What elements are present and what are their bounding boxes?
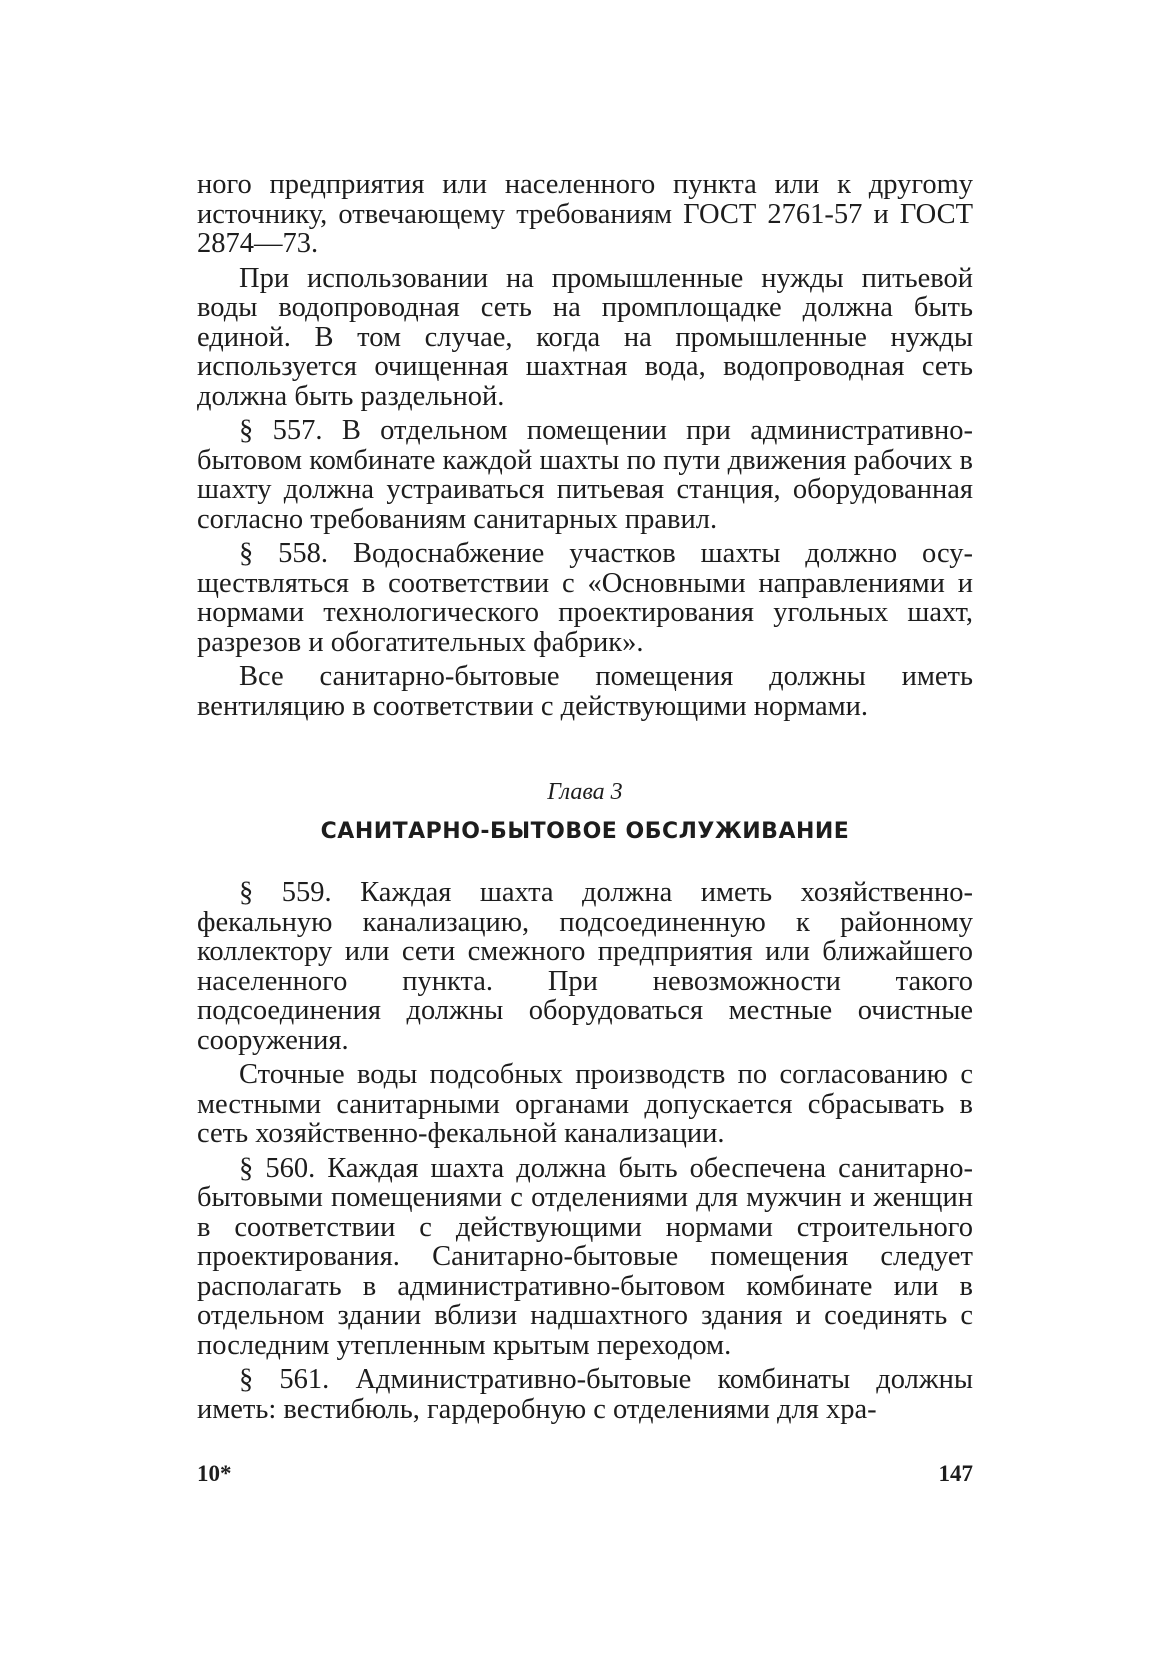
paragraph-continuation: ного предприятия или населенного пункта или к другоmу источнику, отвечающему требованиям ГОСТ 2761-57 и ГОСТ 2874—73. bbox=[197, 169, 973, 259]
chapter-title: САНИТАРНО-БЫТОВОЕ ОБСЛУЖИВАНИЕ bbox=[320, 819, 850, 844]
paragraph-557: § 557. В отдельном помещении при административно-бытовом комбинате каждой шахты по пути движения рабочих в шахту должна устраиваться питьевая станция, оборудованная согласно требованиям санитарных правил. bbox=[197, 415, 973, 535]
paragraph-wastewater: Сточные воды подсобных производств по согласованию с местными санитарными органами допускается сбрасывать в сеть хозяйственно-фекальной канализации. bbox=[197, 1059, 973, 1149]
page-number: 147 bbox=[938, 1461, 973, 1486]
paragraph-561: § 561. Административно-бытовые комбинаты должны иметь: вестибюль, гардеробную с отделениями для хра- bbox=[197, 1364, 973, 1425]
page-footer bbox=[197, 1461, 973, 1491]
paragraph-558: § 558. Водоснабжение участков шахты должно осуществляться в соответствии с «Основными направлениями и нормами технологического проектирования угольных шахт, разрезов и обогатительных фабрик». bbox=[197, 538, 973, 658]
paragraph-ventilation: Все санитарно-бытовые помещения должны иметь вентиляцию в соответствии с действующими нормами. bbox=[197, 661, 973, 722]
signature-mark: 10* bbox=[197, 1461, 232, 1486]
chapter-label: Глава 3 bbox=[547, 779, 623, 805]
paragraph-drinking-water: При использовании на промышленные нужды питьевой воды водопроводная сеть на промплощадке должна быть единой. В том случае, когда на промышленные нужды используется очищенная шахтная вода, водопроводная сеть должна быть раздельной. bbox=[197, 262, 973, 412]
paragraph-559: § 559. Каждая шахта должна иметь хозяйственно-фекальную канализацию, подсоединенную к районному коллектору или сети смежного предприятия или ближайшего населенного пункта. При невозможности такого подсоединения должны оборудоваться местные очистные сооружения. bbox=[197, 877, 973, 1056]
paragraph-560: § 560. Каждая шахта должна быть обеспечена санитарно-бытовыми помещениями с отделениями для мужчин и женщин в соответствии с действующими нормами строительного проектирования. Санитарно-бытовые помещения следует располагать в административно-бытовом комбинате или в отдельном здании вблизи надшахтного здания и соединять с последним утепленным крытым переходом. bbox=[197, 1152, 973, 1361]
document-page bbox=[197, 170, 973, 1424]
